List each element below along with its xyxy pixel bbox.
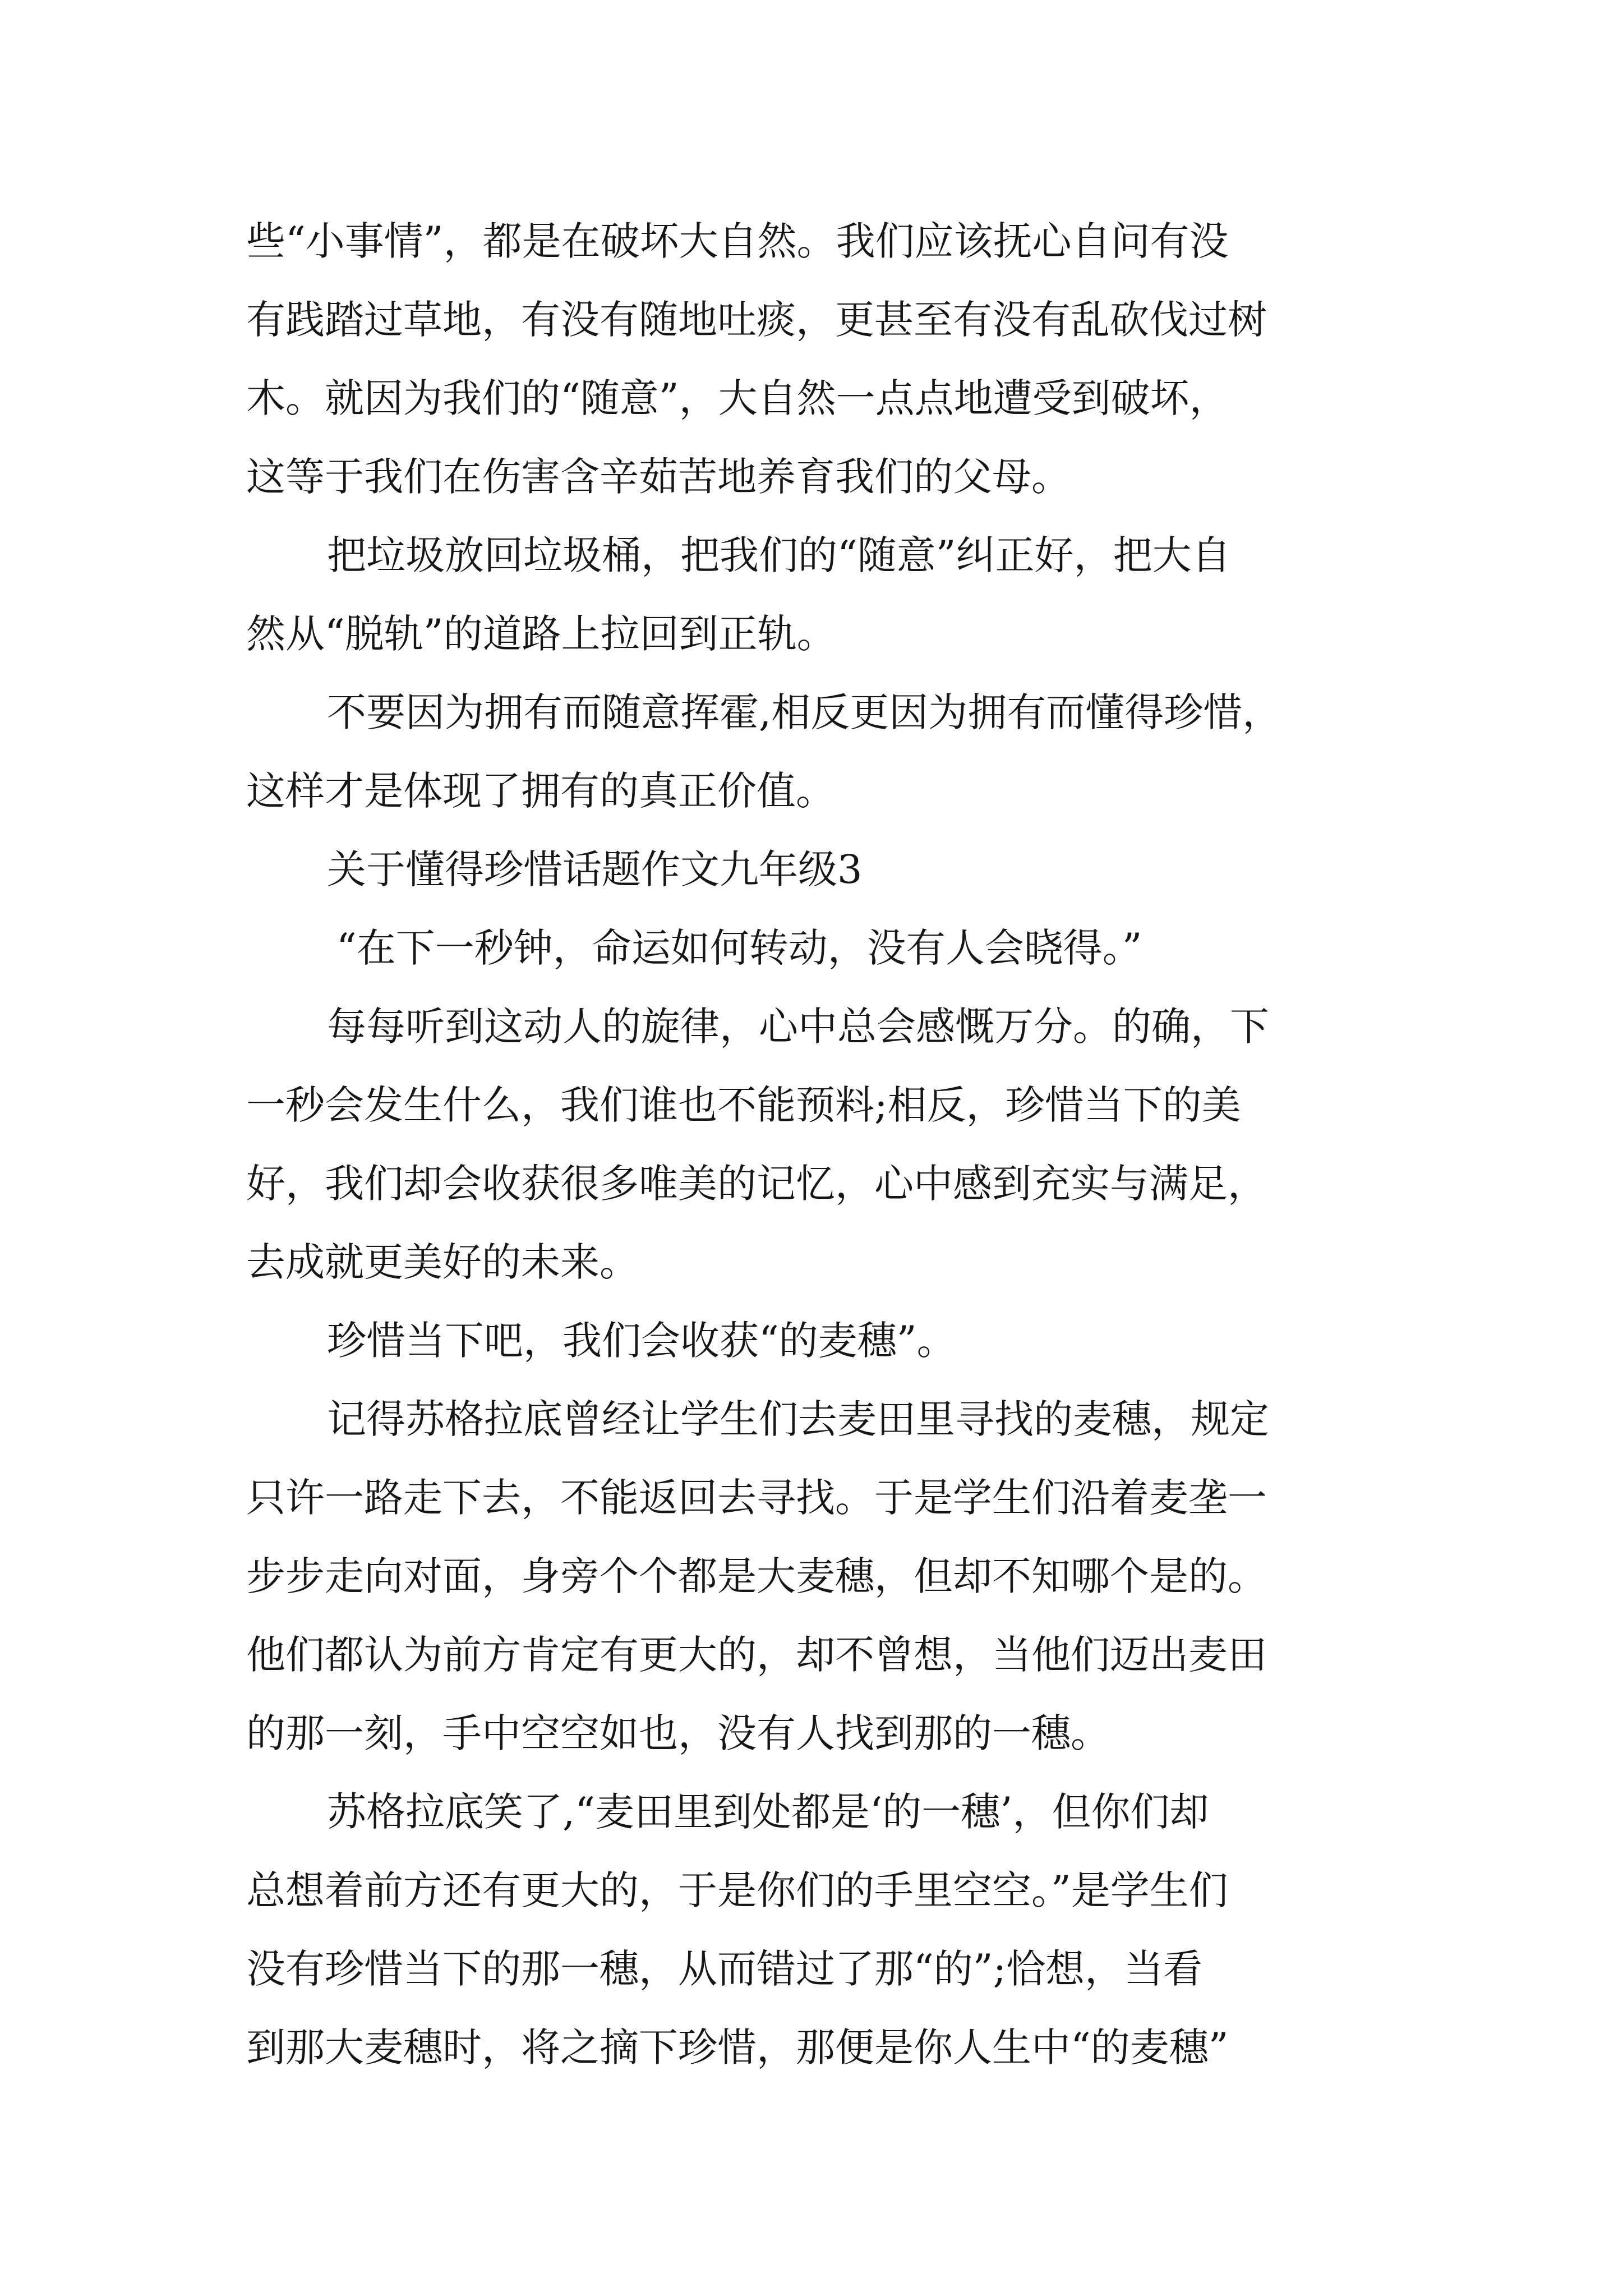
- text-line: 把垃圾放回垃圾桶，把我们的“随意”纠正好，把大自: [327, 532, 1231, 578]
- text-line: 到那大麦穗时，将之摘下珍惜，那便是你人生中“的麦穗”: [246, 2024, 1229, 2070]
- text-line: 总想着前方还有更大的，于是你们的手里空空。”是学生们: [246, 1867, 1228, 1913]
- text-line: 好，我们却会收获很多唯美的记忆，心中感到充实与满足，: [246, 1161, 1267, 1207]
- text-line: 一秒会发生什么，我们谁也不能预料;相反，珍惜当下的美: [246, 1082, 1241, 1128]
- section-heading: 关于懂得珍惜话题作文九年级3: [327, 846, 863, 892]
- text-line: 只许一路走下去，不能返回去寻找。于是学生们沿着麦垄一: [246, 1475, 1267, 1521]
- text-line: 有践踏过草地，有没有随地吐痰，更甚至有没有乱砍伐过树: [246, 297, 1267, 343]
- text-line: 这样才是体现了拥有的真正价值。: [246, 768, 835, 814]
- text-line: 没有珍惜当下的那一穗，从而错过了那“的”;恰想，当看: [246, 1946, 1203, 1992]
- text-line: 珍惜当下吧，我们会收获“的麦穗”。: [327, 1318, 956, 1364]
- text-line: 这等于我们在伤害含辛茹苦地养育我们的父母。: [246, 454, 1071, 500]
- text-line: 苏格拉底笑了,“麦田里到处都是‘的一穗’，但你们却: [327, 1789, 1209, 1835]
- text-line: 步步走向对面，身旁个个都是大麦穗，但却不知哪个是的。: [246, 1553, 1267, 1599]
- text-line: 他们都认为前方肯定有更大的，却不曾想，当他们迈出麦田: [246, 1632, 1267, 1678]
- text-line: 些“小事情”，都是在破坏大自然。我们应该抚心自问有没: [246, 218, 1229, 264]
- text-line: 去成就更美好的未来。: [246, 1239, 639, 1285]
- text-line: “在下一秒钟，命运如何转动，没有人会晓得。”: [336, 925, 1142, 971]
- text-line: 然从“脱轨”的道路上拉回到正轨。: [246, 611, 836, 657]
- text-line: 记得苏格拉底曾经让学生们去麦田里寻找的麦穗，规定: [327, 1396, 1269, 1442]
- text-line: 每每听到这动人的旋律，心中总会感慨万分。的确，下: [327, 1004, 1269, 1050]
- text-line: 的那一刻，手中空空如也，没有人找到那的一穗。: [246, 1710, 1110, 1756]
- text-line: 不要因为拥有而随意挥霍,相反更因为拥有而懂得珍惜，: [327, 689, 1282, 735]
- text-line: 木。就因为我们的“随意”，大自然一点点地遭受到破坏，: [246, 375, 1229, 421]
